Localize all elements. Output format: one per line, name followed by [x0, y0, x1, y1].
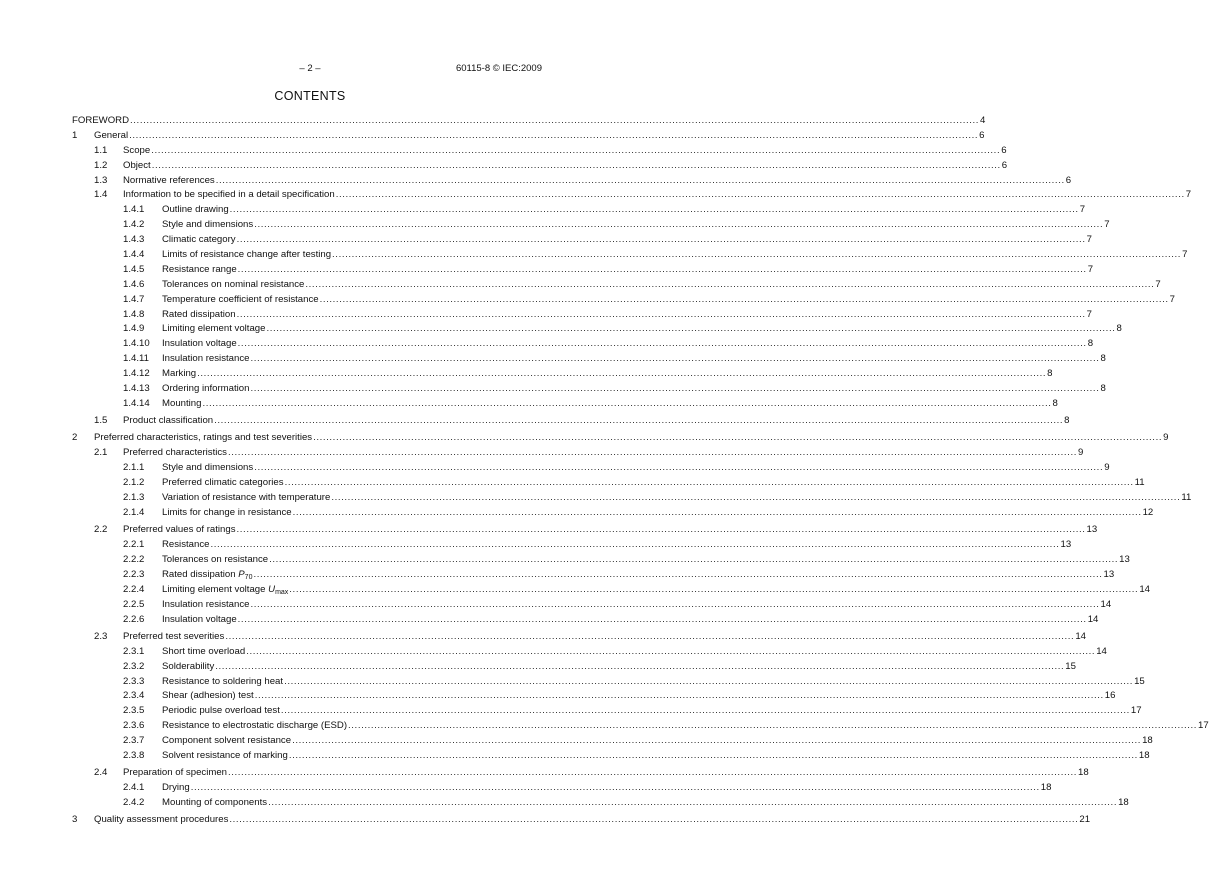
toc-entry[interactable]	[72, 337, 1094, 352]
dot-leader: ....................................................................................................................................................................................................................................................................	[289, 583, 1139, 595]
toc-entry[interactable]	[72, 188, 1192, 203]
toc-entry-label: Component solvent resistance	[162, 735, 292, 747]
toc-entry-title	[162, 461, 254, 476]
toc-entry[interactable]	[72, 414, 1070, 429]
dot-leader: ....................................................................................................................................................................................................................................................................	[348, 720, 1198, 732]
toc-entry-title	[162, 476, 285, 491]
toc-entry-label: Marking	[162, 368, 197, 380]
toc-entry-label: Limiting element voltage	[162, 583, 269, 595]
toc-entry-number: 2.1.2	[123, 477, 145, 489]
toc-entry-page: 6	[1001, 144, 1007, 156]
toc-entry-label: Resistance range	[162, 263, 237, 275]
dot-leader: ....................................................................................................................................................................................................................................................................	[236, 234, 1086, 246]
toc-entry-page: 18	[1040, 782, 1052, 794]
toc-entry[interactable]	[72, 446, 1084, 461]
toc-entry-title	[162, 397, 202, 412]
toc-entry-number: 1.4.8	[123, 308, 145, 320]
toc-entry-number: 2.3	[94, 630, 108, 642]
toc-entry-symbol: P	[238, 568, 245, 580]
toc-entry-page: 6	[979, 129, 985, 141]
table-of-contents	[72, 114, 1209, 828]
toc-entry-title	[123, 630, 225, 645]
toc-entry[interactable]	[72, 613, 1099, 628]
toc-entry-number: 1.4.11	[123, 353, 149, 365]
toc-entry-label: Periodic pulse overload test	[162, 705, 280, 717]
dot-leader: ....................................................................................................................................................................................................................................................................	[130, 115, 980, 126]
toc-entry-label: Tolerances on nominal resistance	[162, 278, 305, 290]
dot-leader: ....................................................................................................................................................................................................................................................................	[236, 308, 1086, 320]
toc-entry-number: 1.4.14	[123, 397, 150, 409]
toc-entry-page: 14	[1075, 630, 1086, 642]
dot-leader: ....................................................................................................................................................................................................................................................................	[237, 338, 1087, 350]
toc-entry-page: 18	[1118, 797, 1129, 809]
toc-entry-label: Variation of resistance with temperature	[162, 492, 331, 504]
dot-leader: ....................................................................................................................................................................................................................................................................	[269, 554, 1119, 565]
toc-entry-title	[94, 813, 229, 828]
dot-leader: ....................................................................................................................................................................................................................................................................	[319, 293, 1169, 305]
toc-entry[interactable]	[72, 506, 1154, 521]
toc-entry-title	[162, 506, 293, 521]
toc-entry-title	[162, 553, 269, 568]
toc-entry[interactable]	[72, 461, 1110, 476]
toc-entry-number: 1.5	[94, 415, 108, 427]
dot-leader: ....................................................................................................................................................................................................................................................................	[292, 735, 1142, 747]
contents-title: CONTENTS	[274, 89, 346, 103]
dot-leader: ....................................................................................................................................................................................................................................................................	[210, 539, 1060, 551]
toc-entry-title	[162, 233, 237, 248]
toc-entry-number: 2.4	[94, 767, 108, 779]
toc-entry-label: General	[94, 129, 129, 141]
toc-entry-title	[162, 352, 250, 367]
toc-entry-label: Limiting element voltage	[162, 323, 266, 335]
toc-entry[interactable]	[72, 630, 1086, 645]
toc-entry[interactable]	[72, 322, 1122, 337]
dot-leader: ....................................................................................................................................................................................................................................................................	[237, 263, 1087, 275]
toc-entry-label: Information to be specified in a detail specification	[123, 189, 335, 201]
toc-entry-number: 3	[72, 814, 78, 826]
toc-entry-number: 2.3.8	[123, 749, 145, 761]
toc-entry-number: 2.2.1	[123, 539, 145, 551]
toc-entry-label: Preparation of specimen	[123, 767, 227, 779]
toc-entry[interactable]	[72, 704, 1142, 719]
toc-entry-number: 2.4.2	[123, 797, 145, 809]
toc-entry-title	[162, 337, 238, 352]
toc-entry-number: 2.2.3	[123, 568, 145, 580]
toc-entry-number: 2.1.4	[123, 506, 145, 518]
toc-entry-label: Preferred characteristics, ratings and test severities	[94, 432, 313, 444]
toc-entry-number: 1.4.7	[123, 293, 145, 305]
toc-entry-page: 7	[1079, 204, 1086, 216]
toc-entry[interactable]	[72, 766, 1089, 781]
toc-entry[interactable]	[72, 734, 1153, 749]
toc-entry-number: 2.2.6	[123, 613, 145, 625]
toc-entry-number: 2.3.6	[123, 720, 145, 732]
dot-leader: ....................................................................................................................................................................................................................................................................	[253, 568, 1103, 580]
toc-entry-page: 9	[1077, 447, 1084, 459]
toc-entry-page: 13	[1086, 524, 1098, 536]
toc-entry-title	[162, 583, 289, 598]
dot-leader: ....................................................................................................................................................................................................................................................................	[250, 598, 1100, 610]
toc-entry-number: 2.1.1	[123, 462, 145, 474]
toc-entry-number: 2.2	[94, 524, 108, 536]
toc-entry[interactable]	[72, 476, 1145, 491]
toc-entry-title	[162, 568, 253, 583]
page-number: – 2 –	[299, 63, 321, 74]
toc-entry-page: 8	[1052, 397, 1058, 409]
toc-entry-title	[162, 719, 348, 734]
toc-entry[interactable]	[72, 159, 1008, 174]
toc-entry-number: 2.2.5	[123, 598, 145, 610]
toc-entry-number: 1.2	[94, 159, 108, 171]
dot-leader: ....................................................................................................................................................................................................................................................................	[254, 219, 1104, 231]
toc-entry-page: 6	[1065, 174, 1072, 186]
toc-entry-title	[123, 766, 228, 781]
toc-entry-number: 1.4.5	[123, 263, 145, 275]
toc-entry-label: Quality assessment procedures	[94, 814, 229, 826]
toc-entry-symbol: U	[268, 583, 276, 595]
toc-entry[interactable]	[72, 796, 1129, 811]
toc-entry-number: 2.2.2	[123, 554, 145, 565]
toc-entry-page: 7	[1182, 249, 1188, 261]
toc-entry-page: 8	[1116, 323, 1122, 335]
toc-entry-page: 8	[1087, 338, 1094, 350]
toc-entry[interactable]	[72, 660, 1076, 675]
toc-entry-page: 11	[1134, 477, 1145, 489]
toc-entry-label: FOREWORD	[72, 115, 130, 126]
toc-entry-number: 1.4.9	[123, 323, 145, 335]
toc-entry-title	[72, 114, 130, 129]
toc-entry-title	[162, 293, 320, 308]
toc-entry-number: 2.3.7	[123, 735, 145, 747]
toc-entry[interactable]	[72, 553, 1130, 568]
toc-entry-label: Insulation voltage	[162, 338, 237, 350]
toc-entry-label: Climatic category	[162, 234, 236, 246]
toc-entry[interactable]	[72, 278, 1161, 293]
dot-leader: ....................................................................................................................................................................................................................................................................	[202, 397, 1052, 409]
toc-entry-number: 2.3.4	[123, 690, 145, 702]
dot-leader: ....................................................................................................................................................................................................................................................................	[305, 278, 1155, 290]
toc-entry-title	[123, 174, 216, 189]
toc-entry-title	[94, 129, 129, 144]
toc-entry[interactable]	[72, 523, 1098, 538]
dot-leader: ....................................................................................................................................................................................................................................................................	[214, 415, 1064, 427]
toc-entry-title	[162, 263, 238, 278]
toc-entry-label: Preferred climatic categories	[162, 477, 284, 489]
toc-entry-page: 17	[1198, 720, 1209, 732]
toc-entry[interactable]	[72, 675, 1145, 690]
toc-entry-title	[162, 749, 289, 764]
toc-entry[interactable]	[72, 144, 1007, 159]
toc-entry-page: 13	[1103, 568, 1115, 580]
dot-leader: ....................................................................................................................................................................................................................................................................	[266, 323, 1116, 335]
toc-entry-label: Style and dimensions	[162, 219, 254, 231]
dot-leader: ....................................................................................................................................................................................................................................................................	[190, 782, 1040, 794]
toc-entry-number: 2.1.3	[123, 492, 145, 504]
toc-entry-title	[123, 188, 336, 203]
toc-entry-title	[162, 796, 268, 811]
toc-entry-page: 9	[1163, 432, 1169, 444]
toc-entry-title	[162, 367, 197, 382]
toc-entry[interactable]	[72, 781, 1052, 796]
toc-entry-number: 2.3.1	[123, 645, 145, 657]
toc-entry-label: Resistance to soldering heat	[162, 675, 284, 687]
toc-entry[interactable]	[72, 248, 1188, 263]
toc-entry-title	[162, 734, 292, 749]
dot-leader: ....................................................................................................................................................................................................................................................................	[215, 174, 1065, 186]
toc-entry-label: Product classification	[123, 415, 214, 427]
dot-leader: ....................................................................................................................................................................................................................................................................	[151, 144, 1001, 156]
dot-leader: ....................................................................................................................................................................................................................................................................	[250, 383, 1100, 395]
toc-entry-title	[162, 322, 266, 337]
toc-entry-page: 7	[1155, 278, 1161, 290]
toc-entry-number: 1	[72, 129, 78, 141]
toc-entry[interactable]	[72, 114, 986, 129]
document-reference: 60115-8 © IEC:2009	[455, 63, 542, 74]
toc-entry[interactable]	[72, 352, 1106, 367]
toc-entry-number: 2.3.2	[123, 660, 145, 672]
toc-entry[interactable]	[72, 568, 1115, 583]
toc-entry-page: 14	[1087, 613, 1099, 625]
toc-entry[interactable]	[72, 203, 1086, 218]
toc-entry-title	[162, 248, 332, 263]
dot-leader: ....................................................................................................................................................................................................................................................................	[229, 814, 1079, 826]
toc-entry-number: 1.4.10	[123, 338, 150, 350]
dot-leader: ....................................................................................................................................................................................................................................................................	[280, 705, 1130, 717]
toc-entry-number: 2.3.5	[123, 705, 145, 717]
toc-entry-title	[162, 645, 246, 660]
toc-entry-page: 4	[980, 115, 986, 126]
toc-entry-label: Limits for change in resistance	[162, 506, 292, 518]
toc-entry-number: 2.2.4	[123, 583, 145, 595]
toc-entry-title	[162, 598, 250, 613]
dot-leader: ....................................................................................................................................................................................................................................................................	[229, 204, 1079, 216]
dot-leader: ....................................................................................................................................................................................................................................................................	[151, 159, 1001, 171]
dot-leader: ....................................................................................................................................................................................................................................................................	[331, 492, 1181, 504]
toc-entry-page: 8	[1100, 353, 1106, 365]
toc-entry-label: Resistance	[162, 539, 210, 551]
dot-leader: ....................................................................................................................................................................................................................................................................	[254, 690, 1104, 702]
toc-entry-page: 6	[1001, 159, 1008, 171]
toc-entry-title	[162, 203, 230, 218]
toc-entry-label: Temperature coefficient of resistance	[162, 293, 319, 305]
toc-entry[interactable]	[72, 382, 1106, 397]
toc-entry-number: 2.1	[94, 447, 108, 459]
toc-entry-label: Preferred test severities	[123, 630, 225, 642]
toc-entry-title	[162, 308, 237, 323]
toc-entry-label: Rated dissipation	[162, 568, 239, 580]
toc-entry-page: 9	[1104, 462, 1110, 474]
toc-entry[interactable]	[72, 174, 1072, 189]
toc-entry-number: 1.1	[94, 144, 108, 156]
toc-entry-number: 2.3.3	[123, 675, 145, 687]
toc-entry[interactable]	[72, 719, 1209, 734]
toc-entry-page: 21	[1079, 814, 1091, 826]
toc-entry-page: 14	[1100, 598, 1112, 610]
toc-entry-title	[123, 446, 228, 461]
toc-entry-title	[162, 689, 255, 704]
dot-leader: ....................................................................................................................................................................................................................................................................	[284, 675, 1134, 687]
toc-entry[interactable]	[72, 263, 1094, 278]
dot-leader: ....................................................................................................................................................................................................................................................................	[335, 189, 1185, 201]
dot-leader: ....................................................................................................................................................................................................................................................................	[250, 353, 1100, 365]
toc-entry-number: 2.4.1	[123, 782, 145, 794]
toc-entry-page: 14	[1139, 583, 1150, 595]
toc-entry-number: 1.4.4	[123, 249, 145, 261]
toc-entry-label: Solderability	[162, 660, 215, 672]
dot-leader: ....................................................................................................................................................................................................................................................................	[313, 432, 1163, 444]
toc-entry-number: 1.4.6	[123, 278, 145, 290]
toc-entry-title	[162, 278, 305, 293]
dot-leader: ....................................................................................................................................................................................................................................................................	[268, 797, 1118, 809]
toc-entry-label: Scope	[123, 144, 151, 156]
toc-entry-label: Outline drawing	[162, 204, 229, 216]
toc-entry[interactable]	[72, 583, 1150, 598]
toc-entry-label: Drying	[162, 782, 190, 794]
dot-leader: ....................................................................................................................................................................................................................................................................	[332, 249, 1182, 261]
toc-entry-page: 13	[1060, 539, 1072, 551]
toc-entry[interactable]	[72, 308, 1092, 323]
toc-entry-label: Short time overload	[162, 645, 246, 657]
toc-entry-label: Preferred characteristics	[123, 447, 227, 459]
toc-entry[interactable]	[72, 129, 985, 144]
toc-entry-title	[162, 781, 191, 796]
toc-entry[interactable]	[72, 431, 1169, 446]
toc-entry-title	[123, 414, 214, 429]
dot-leader: ....................................................................................................................................................................................................................................................................	[237, 613, 1087, 625]
toc-entry-page: 18	[1138, 749, 1150, 761]
toc-entry[interactable]	[72, 367, 1053, 382]
toc-entry-page: 17	[1130, 705, 1142, 717]
toc-entry-number: 2	[72, 432, 78, 444]
toc-entry[interactable]	[72, 689, 1116, 704]
toc-entry-page: 16	[1104, 690, 1116, 702]
toc-entry-number: 1.4.12	[123, 368, 150, 380]
dot-leader: ....................................................................................................................................................................................................................................................................	[228, 767, 1078, 779]
toc-entry[interactable]	[72, 218, 1110, 233]
toc-entry-number: 1.4.2	[123, 219, 145, 231]
toc-entry-label: Normative references	[123, 174, 215, 186]
toc-entry-title	[162, 704, 281, 719]
toc-entry-page: 15	[1134, 675, 1145, 687]
toc-entry-label: Solvent resistance of marking	[162, 749, 288, 761]
toc-entry-number: 1.3	[94, 174, 108, 186]
toc-entry-title	[94, 431, 313, 446]
toc-entry-page: 8	[1100, 383, 1106, 395]
dot-leader: ....................................................................................................................................................................................................................................................................	[292, 506, 1142, 518]
toc-entry-page: 13	[1119, 554, 1130, 565]
toc-entry-label: Object	[123, 159, 151, 171]
toc-entry-title	[123, 159, 152, 174]
dot-leader: ....................................................................................................................................................................................................................................................................	[129, 129, 979, 141]
toc-entry-label: Rated dissipation	[162, 308, 236, 320]
dot-leader: ....................................................................................................................................................................................................................................................................	[197, 368, 1047, 380]
toc-entry-page: 15	[1065, 660, 1076, 672]
toc-entry-number: 1.4	[94, 189, 108, 201]
toc-entry-label: Resistance to electrostatic discharge (ESD)	[162, 720, 348, 732]
toc-entry-label: Tolerances on resistance	[162, 554, 269, 565]
toc-entry-label: Preferred values of ratings	[123, 524, 236, 536]
toc-entry-title	[162, 675, 284, 690]
toc-entry[interactable]	[72, 491, 1192, 506]
toc-entry-page: 7	[1087, 263, 1094, 275]
toc-entry-title	[162, 538, 210, 553]
toc-entry-label: Limits of resistance change after testing	[162, 249, 332, 261]
toc-entry-title	[162, 660, 215, 675]
dot-leader: ....................................................................................................................................................................................................................................................................	[227, 447, 1077, 459]
toc-entry-title	[123, 144, 151, 159]
toc-entry[interactable]	[72, 645, 1107, 660]
toc-entry[interactable]	[72, 293, 1175, 308]
dot-leader: ....................................................................................................................................................................................................................................................................	[236, 524, 1086, 536]
toc-entry-label: Style and dimensions	[162, 462, 254, 474]
toc-entry-page: 8	[1047, 368, 1053, 380]
toc-entry[interactable]	[72, 598, 1112, 613]
toc-entry-label: Mounting of components	[162, 797, 268, 809]
toc-entry-label: Insulation voltage	[162, 613, 237, 625]
toc-entry-page: 14	[1096, 645, 1107, 657]
toc-entry-page: 7	[1169, 293, 1175, 305]
dot-leader: ....................................................................................................................................................................................................................................................................	[215, 660, 1065, 672]
toc-entry-label: Shear (adhesion) test	[162, 690, 254, 702]
dot-leader: ....................................................................................................................................................................................................................................................................	[225, 630, 1075, 642]
toc-entry-page: 12	[1142, 506, 1154, 518]
toc-entry-page: 7	[1086, 308, 1092, 320]
dot-leader: ....................................................................................................................................................................................................................................................................	[254, 462, 1104, 474]
toc-entry-label: Insulation resistance	[162, 353, 250, 365]
toc-entry-number: 1.4.13	[123, 383, 150, 395]
toc-entry[interactable]	[72, 397, 1058, 412]
toc-entry-title	[162, 382, 250, 397]
toc-entry-title	[162, 491, 331, 506]
toc-entry-page: 7	[1185, 189, 1192, 201]
toc-entry-page: 8	[1064, 415, 1070, 427]
toc-entry-page: 18	[1142, 735, 1153, 747]
toc-entry-page: 18	[1078, 767, 1089, 779]
dot-leader: ....................................................................................................................................................................................................................................................................	[246, 645, 1096, 657]
toc-entry[interactable]	[72, 813, 1091, 828]
toc-entry-page: 7	[1104, 219, 1110, 231]
toc-entry-title	[162, 218, 254, 233]
toc-entry-label: Mounting	[162, 397, 202, 409]
toc-entry-label: Insulation resistance	[162, 598, 250, 610]
toc-entry-page: 11	[1181, 492, 1192, 504]
dot-leader: ....................................................................................................................................................................................................................................................................	[284, 477, 1134, 489]
toc-entry[interactable]	[72, 749, 1150, 764]
toc-entry[interactable]	[72, 538, 1072, 553]
toc-entry-title	[123, 523, 237, 538]
toc-entry[interactable]	[72, 233, 1092, 248]
toc-entry-number: 1.4.1	[123, 204, 145, 216]
toc-entry-symbol-subscript: 70	[244, 573, 253, 581]
toc-entry-title	[162, 613, 238, 628]
toc-entry-page: 7	[1086, 234, 1092, 246]
dot-leader: ....................................................................................................................................................................................................................................................................	[288, 749, 1138, 761]
toc-entry-number: 1.4.3	[123, 234, 145, 246]
toc-entry-label: Ordering information	[162, 383, 250, 395]
toc-entry-symbol-subscript: max	[275, 588, 289, 596]
